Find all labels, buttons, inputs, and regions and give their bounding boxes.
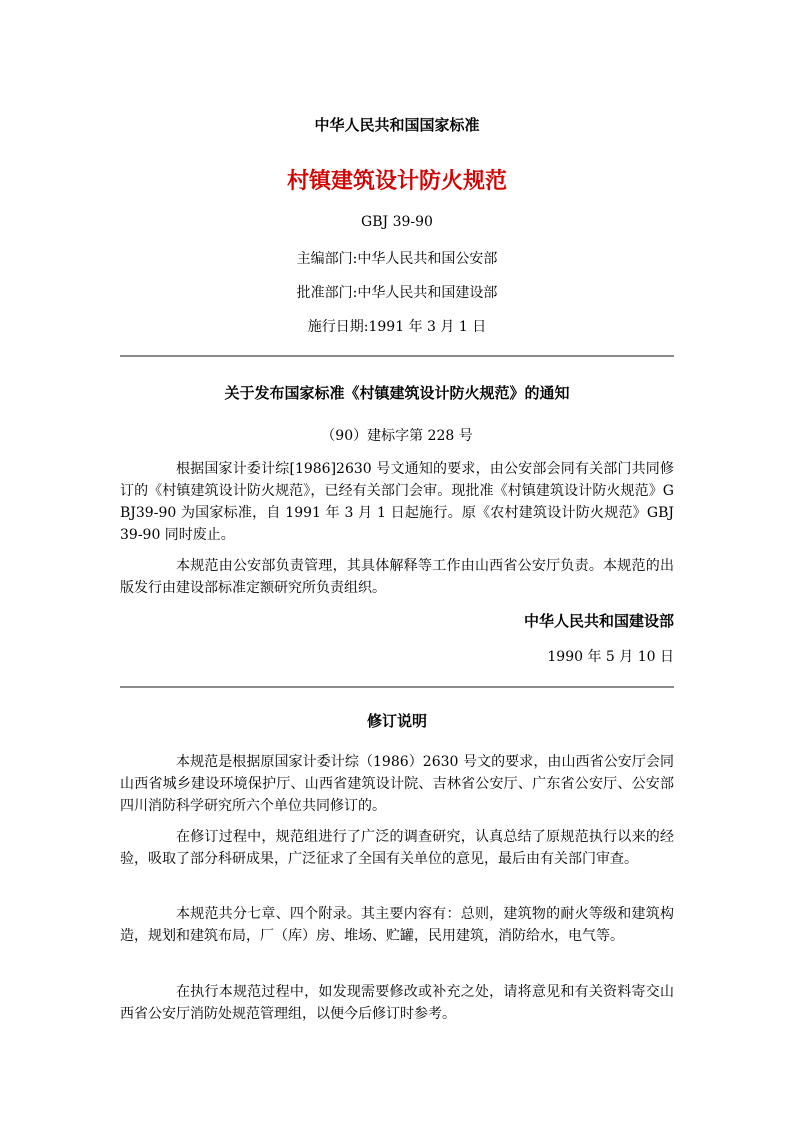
revision-paragraph: 本规范共分七章、四个附录。其主要内容有：总则，建筑物的耐火等级和建筑构造，规划和建筑布局，厂（库）房、堆场、贮罐，民用建筑，消防给水，电气等。 [120,906,674,944]
revision-paragraph: 本规范是根据原国家计委计综（1986）2630 号文的要求，由山西省公安厅会同山西省城乡建设环境保护厅、山西省建筑设计院、吉林省公安厅、广东省公安厅、公安部四川消防科学研究所六个单位共同修订的。 [120,754,674,814]
signature-organization: 中华人民共和国建设部 [523,612,674,630]
document-title: 村镇建筑设计防火规范 [286,168,507,194]
editor-department: 主编部门:中华人民共和国公安部 [296,251,498,267]
notice-paragraph: 本规范由公安部负责管理，其具体解释等工作由山西省公安厅负责。本规范的出版发行由建设部标准定额研究所负责组织。 [120,558,674,596]
section-divider [120,686,674,688]
standard-code: GBJ 39-90 [361,214,433,230]
effective-date: 施行日期:1991 年 3 月 1 日 [307,319,487,335]
notice-doc-number: （90）建标字第 228 号 [321,428,473,444]
signature-date: 1990 年 5 月 10 日 [547,649,674,665]
revision-paragraph: 在执行本规范过程中，如发现需要修改或补充之处，请将意见和有关资料寄交山西省公安厅消防处规范管理组，以便今后修订时参考。 [120,984,674,1022]
revision-paragraph: 在修订过程中，规范组进行了广泛的调查研究，认真总结了原规范执行以来的经验，吸取了部分科研成果，广泛征求了全国有关单位的意见，最后由有关部门审查。 [120,829,674,867]
section-divider [120,355,674,357]
revision-title: 修订说明 [366,712,427,730]
notice-title: 关于发布国家标准《村镇建筑设计防火规范》的通知 [224,384,570,402]
notice-paragraph: 根据国家计委计综[1986]2630 号文通知的要求，由公安部会同有关部门共同修订的《村镇建筑设计防火规范》，已经有关部门会审。现批准《村镇建筑设计防火规范》GBJ39-90 为国家标准，自 1991 年 3 月 1 日起施行。原《农村建筑设计防火规范》GBJ39-90 同时废止。 [120,461,674,543]
standard-label: 中华人民共和国国家标准 [314,116,480,134]
approver-department: 批准部门:中华人民共和国建设部 [296,285,498,301]
